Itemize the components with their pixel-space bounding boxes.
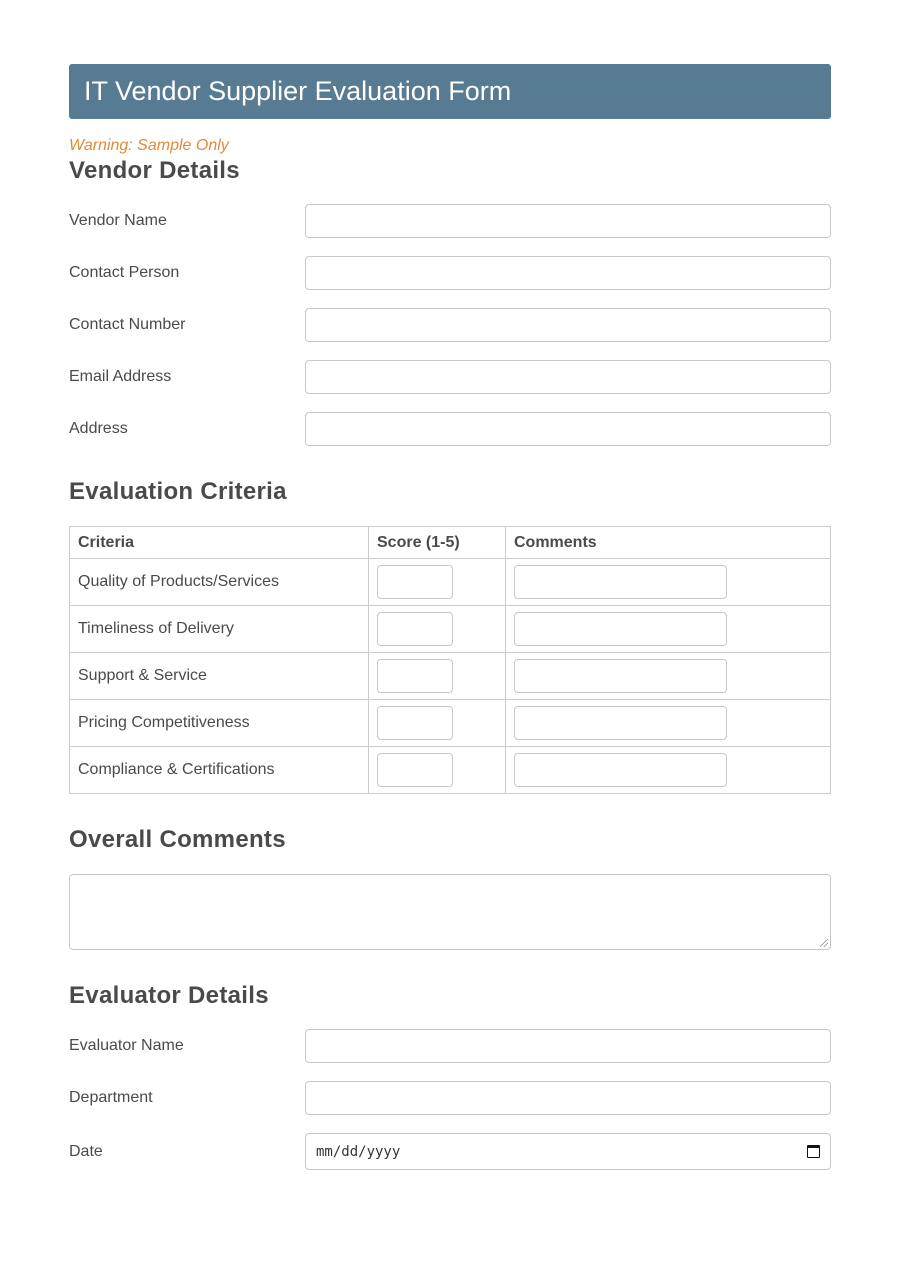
criteria-cell: Pricing Competitiveness [70, 700, 369, 747]
score-input[interactable] [377, 659, 453, 693]
comments-input[interactable] [514, 612, 727, 646]
email-address-label: Email Address [69, 368, 172, 385]
overall-comments-heading: Overall Comments [69, 826, 286, 853]
score-input[interactable] [377, 753, 453, 787]
evaluator-name-label: Evaluator Name [69, 1037, 184, 1054]
criteria-cell: Support & Service [70, 653, 369, 700]
score-input[interactable] [377, 612, 453, 646]
table-row [70, 747, 831, 794]
date-label: Date [69, 1142, 103, 1160]
vendor-name-input[interactable] [305, 204, 831, 238]
contact-person-input[interactable] [305, 256, 831, 290]
comments-cell [506, 606, 831, 653]
criteria-cell: Compliance & Certifications [70, 747, 369, 794]
score-cell [369, 559, 506, 606]
comments-input[interactable] [514, 565, 727, 599]
email-address-row [69, 360, 831, 394]
overall-comments-textarea[interactable] [69, 874, 831, 950]
table-row [70, 653, 831, 700]
table-row [70, 700, 831, 747]
criteria-table [69, 526, 831, 794]
score-cell [369, 606, 506, 653]
date-input[interactable] [305, 1133, 831, 1170]
table-row [70, 559, 831, 606]
score-cell [369, 653, 506, 700]
date-placeholder: mm/dd/yyyy [316, 1143, 401, 1160]
date-row [69, 1133, 831, 1170]
score-input[interactable] [377, 706, 453, 740]
comments-cell [506, 653, 831, 700]
contact-number-input[interactable] [305, 308, 831, 342]
comments-input[interactable] [514, 753, 727, 787]
department-row [69, 1081, 831, 1115]
form-title-bar [69, 64, 831, 119]
form-title: IT Vendor Supplier Evaluation Form [84, 76, 512, 106]
address-input[interactable] [305, 412, 831, 446]
contact-person-row [69, 256, 831, 290]
criteria-cell: Quality of Products/Services [70, 559, 369, 606]
evaluator-details-heading: Evaluator Details [69, 982, 269, 1009]
criteria-cell: Timeliness of Delivery [70, 606, 369, 653]
address-row [69, 412, 831, 446]
vendor-name-label: Vendor Name [69, 212, 167, 229]
resize-grip-icon[interactable] [820, 939, 828, 947]
table-header-row [70, 527, 831, 559]
score-cell [369, 747, 506, 794]
comments-cell [506, 559, 831, 606]
calendar-icon[interactable] [807, 1145, 820, 1158]
department-label: Department [69, 1089, 153, 1106]
contact-number-row [69, 308, 831, 342]
email-address-input[interactable] [305, 360, 831, 394]
comments-cell [506, 700, 831, 747]
comments-input[interactable] [514, 706, 727, 740]
column-header-criteria: Criteria [70, 527, 369, 559]
table-row [70, 606, 831, 653]
contact-person-label: Contact Person [69, 264, 180, 281]
evaluator-name-row [69, 1029, 831, 1063]
evaluator-name-input[interactable] [305, 1029, 831, 1063]
column-header-score: Score (1-5) [369, 527, 506, 559]
vendor-details-heading: Vendor Details [69, 157, 240, 184]
comments-input[interactable] [514, 659, 727, 693]
evaluation-criteria-heading: Evaluation Criteria [69, 478, 287, 505]
score-input[interactable] [377, 565, 453, 599]
score-cell [369, 700, 506, 747]
contact-number-label: Contact Number [69, 316, 186, 333]
sample-warning: Warning: Sample Only [69, 137, 229, 154]
comments-cell [506, 747, 831, 794]
department-input[interactable] [305, 1081, 831, 1115]
address-label: Address [69, 420, 128, 437]
column-header-comments: Comments [506, 527, 831, 559]
vendor-name-row [69, 204, 831, 238]
